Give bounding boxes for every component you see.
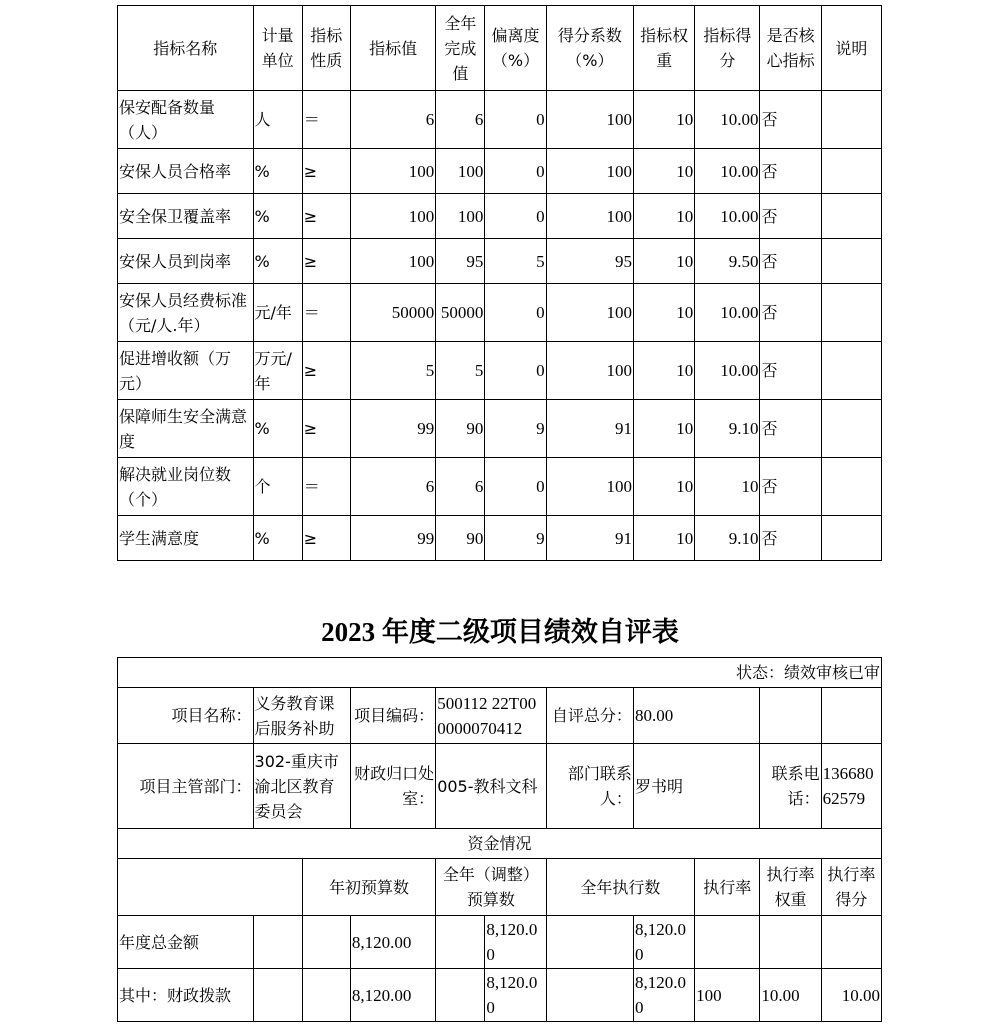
funds-section-title: 资金情况	[118, 829, 882, 859]
funds-header-executed: 全年执行数	[546, 859, 695, 916]
finance-office-label: 财政归口处室：	[350, 744, 435, 829]
funds-score	[821, 916, 881, 969]
indicator-name: 促进增收额（万元）	[118, 342, 254, 400]
funds-executed: 8,120.00	[633, 916, 694, 969]
indicator-actual: 95	[436, 239, 485, 284]
indicator-unit: 个	[253, 458, 302, 516]
indicator-weight: 10	[633, 239, 694, 284]
indicator-core: 否	[760, 458, 821, 516]
indicator-table	[117, 5, 882, 561]
header-weight: 指标权重	[633, 6, 694, 91]
indicator-name: 保安配备数量（人）	[118, 91, 254, 149]
indicator-actual: 100	[436, 149, 485, 194]
indicator-core: 否	[760, 194, 821, 239]
header-unit: 计量单位	[253, 6, 302, 91]
indicator-target: 5	[350, 342, 435, 400]
header-core: 是否核心指标	[760, 6, 821, 91]
funds-initial: 8,120.00	[350, 916, 435, 969]
header-deviation: 偏离度（%）	[485, 6, 546, 91]
indicator-nature: ＝	[302, 458, 350, 516]
finance-office-value: 005-教科文科	[436, 744, 546, 829]
indicator-coef: 91	[546, 516, 633, 561]
indicator-nature: ＝	[302, 91, 350, 149]
indicator-note	[821, 516, 881, 561]
indicator-deviation: 9	[485, 400, 546, 458]
funds-initial: 8,120.00	[350, 969, 435, 1022]
funds-header-adjusted: 全年（调整）预算数	[436, 859, 546, 916]
indicator-weight: 10	[633, 91, 694, 149]
indicator-score: 9.10	[695, 400, 760, 458]
indicator-note	[821, 458, 881, 516]
indicator-coef: 100	[546, 194, 633, 239]
indicator-row	[118, 194, 882, 239]
contact-value: 罗书明	[633, 744, 759, 829]
indicator-score: 9.50	[695, 239, 760, 284]
indicator-nature: ＝	[302, 284, 350, 342]
funds-section-row	[118, 829, 882, 859]
indicator-deviation: 0	[485, 342, 546, 400]
indicator-nature: ≥	[302, 194, 350, 239]
phone-value: 13668062579	[821, 744, 881, 829]
indicator-actual: 6	[436, 458, 485, 516]
funds-adjusted: 8,120.00	[485, 916, 546, 969]
funds-header-score: 执行率得分	[821, 859, 881, 916]
indicator-score: 10.00	[695, 194, 760, 239]
funds-rate: 100	[695, 969, 760, 1022]
status-text: 状态：绩效审核已审	[118, 658, 882, 688]
empty-cell	[821, 688, 881, 744]
indicator-actual: 90	[436, 516, 485, 561]
contact-label: 部门联系人：	[546, 744, 633, 829]
indicator-header-row	[118, 6, 882, 91]
funds-weight: 10.00	[760, 969, 821, 1022]
indicator-row	[118, 400, 882, 458]
indicator-name: 安保人员经费标准（元/人.年）	[118, 284, 254, 342]
indicator-coef: 100	[546, 149, 633, 194]
indicator-row	[118, 284, 882, 342]
empty-cell	[546, 969, 633, 1022]
indicator-target: 6	[350, 91, 435, 149]
funds-rate	[695, 916, 760, 969]
indicator-note	[821, 400, 881, 458]
header-note: 说明	[821, 6, 881, 91]
indicator-coef: 100	[546, 284, 633, 342]
indicator-unit: %	[253, 400, 302, 458]
funds-header-initial: 年初预算数	[302, 859, 435, 916]
indicator-nature: ≥	[302, 400, 350, 458]
indicator-target: 100	[350, 194, 435, 239]
funds-adjusted: 8,120.00	[485, 969, 546, 1022]
indicator-core: 否	[760, 91, 821, 149]
project-info-row	[118, 688, 882, 744]
header-target: 指标值	[350, 6, 435, 91]
indicator-target: 100	[350, 149, 435, 194]
indicator-deviation: 0	[485, 91, 546, 149]
project-form-table	[117, 657, 882, 1022]
indicator-coef: 91	[546, 400, 633, 458]
indicator-actual: 50000	[436, 284, 485, 342]
indicator-deviation: 0	[485, 149, 546, 194]
indicator-row	[118, 516, 882, 561]
indicator-core: 否	[760, 149, 821, 194]
indicator-deviation: 9	[485, 516, 546, 561]
indicator-core: 否	[760, 400, 821, 458]
indicator-coef: 95	[546, 239, 633, 284]
indicator-actual: 100	[436, 194, 485, 239]
funds-header-weight: 执行率权重	[760, 859, 821, 916]
status-row	[118, 658, 882, 688]
indicator-row	[118, 458, 882, 516]
indicator-weight: 10	[633, 516, 694, 561]
indicator-deviation: 0	[485, 194, 546, 239]
indicator-weight: 10	[633, 194, 694, 239]
indicator-note	[821, 342, 881, 400]
indicator-score: 10.00	[695, 284, 760, 342]
funds-executed: 8,120.00	[633, 969, 694, 1022]
funds-score: 10.00	[821, 969, 881, 1022]
dept-info-row	[118, 744, 882, 829]
indicator-note	[821, 194, 881, 239]
indicator-unit: %	[253, 149, 302, 194]
indicator-deviation: 5	[485, 239, 546, 284]
empty-cell	[253, 969, 302, 1022]
indicator-row	[118, 239, 882, 284]
indicator-name: 安保人员到岗率	[118, 239, 254, 284]
indicator-weight: 10	[633, 458, 694, 516]
indicator-score: 9.10	[695, 516, 760, 561]
indicator-weight: 10	[633, 400, 694, 458]
indicator-core: 否	[760, 239, 821, 284]
empty-cell	[436, 916, 485, 969]
header-name: 指标名称	[118, 6, 254, 91]
self-score-label: 自评总分：	[546, 688, 633, 744]
project-name-label: 项目名称：	[118, 688, 254, 744]
indicator-coef: 100	[546, 91, 633, 149]
indicator-actual: 90	[436, 400, 485, 458]
header-actual: 全年完成值	[436, 6, 485, 91]
indicator-coef: 100	[546, 342, 633, 400]
indicator-target: 50000	[350, 284, 435, 342]
indicator-coef: 100	[546, 458, 633, 516]
indicator-name: 安全保卫覆盖率	[118, 194, 254, 239]
funds-row-label: 年度总金额	[118, 916, 254, 969]
indicator-row	[118, 149, 882, 194]
indicator-unit: 万元/年	[253, 342, 302, 400]
project-code-value: 500112 22T000000070412	[436, 688, 546, 744]
indicator-note	[821, 149, 881, 194]
indicator-score: 10	[695, 458, 760, 516]
project-code-label: 项目编码：	[350, 688, 435, 744]
form-title: 2023 年度二级项目绩效自评表	[321, 617, 679, 647]
indicator-name: 解决就业岗位数（个）	[118, 458, 254, 516]
header-coef: 得分系数（%）	[546, 6, 633, 91]
indicator-name: 保障师生安全满意度	[118, 400, 254, 458]
indicator-unit: %	[253, 516, 302, 561]
indicator-note	[821, 239, 881, 284]
header-score: 指标得分	[695, 6, 760, 91]
indicator-nature: ≥	[302, 149, 350, 194]
indicator-core: 否	[760, 516, 821, 561]
empty-cell	[546, 916, 633, 969]
header-nature: 指标性质	[302, 6, 350, 91]
indicator-row	[118, 91, 882, 149]
funds-header-row	[118, 859, 882, 916]
indicator-actual: 6	[436, 91, 485, 149]
indicator-target: 6	[350, 458, 435, 516]
indicator-note	[821, 284, 881, 342]
empty-cell	[302, 969, 350, 1022]
indicator-target: 99	[350, 516, 435, 561]
empty-cell	[253, 916, 302, 969]
indicator-unit: 人	[253, 91, 302, 149]
indicator-nature: ≥	[302, 342, 350, 400]
self-score-value: 80.00	[633, 688, 759, 744]
indicator-nature: ≥	[302, 516, 350, 561]
funds-row	[118, 916, 882, 969]
project-name-value: 义务教育课后服务补助	[253, 688, 350, 744]
indicator-note	[821, 91, 881, 149]
indicator-name: 安保人员合格率	[118, 149, 254, 194]
indicator-score: 10.00	[695, 342, 760, 400]
phone-label: 联系电话：	[760, 744, 821, 829]
indicator-weight: 10	[633, 149, 694, 194]
empty-cell	[302, 916, 350, 969]
indicator-deviation: 0	[485, 458, 546, 516]
indicator-unit: 元/年	[253, 284, 302, 342]
indicator-score: 10.00	[695, 91, 760, 149]
indicator-deviation: 0	[485, 284, 546, 342]
indicator-row	[118, 342, 882, 400]
funds-weight	[760, 916, 821, 969]
indicator-weight: 10	[633, 342, 694, 400]
empty-cell	[436, 969, 485, 1022]
empty-cell	[118, 859, 303, 916]
indicator-target: 100	[350, 239, 435, 284]
indicator-core: 否	[760, 284, 821, 342]
indicator-weight: 10	[633, 284, 694, 342]
indicator-score: 10.00	[695, 149, 760, 194]
dept-value: 302-重庆市渝北区教育委员会	[253, 744, 350, 829]
funds-row	[118, 969, 882, 1022]
indicator-nature: ≥	[302, 239, 350, 284]
dept-label: 项目主管部门：	[118, 744, 254, 829]
indicator-unit: %	[253, 194, 302, 239]
funds-header-rate: 执行率	[695, 859, 760, 916]
indicator-unit: %	[253, 239, 302, 284]
indicator-target: 99	[350, 400, 435, 458]
funds-row-label: 其中：财政拨款	[118, 969, 254, 1022]
indicator-name: 学生满意度	[118, 516, 254, 561]
indicator-core: 否	[760, 342, 821, 400]
indicator-actual: 5	[436, 342, 485, 400]
empty-cell	[760, 688, 821, 744]
